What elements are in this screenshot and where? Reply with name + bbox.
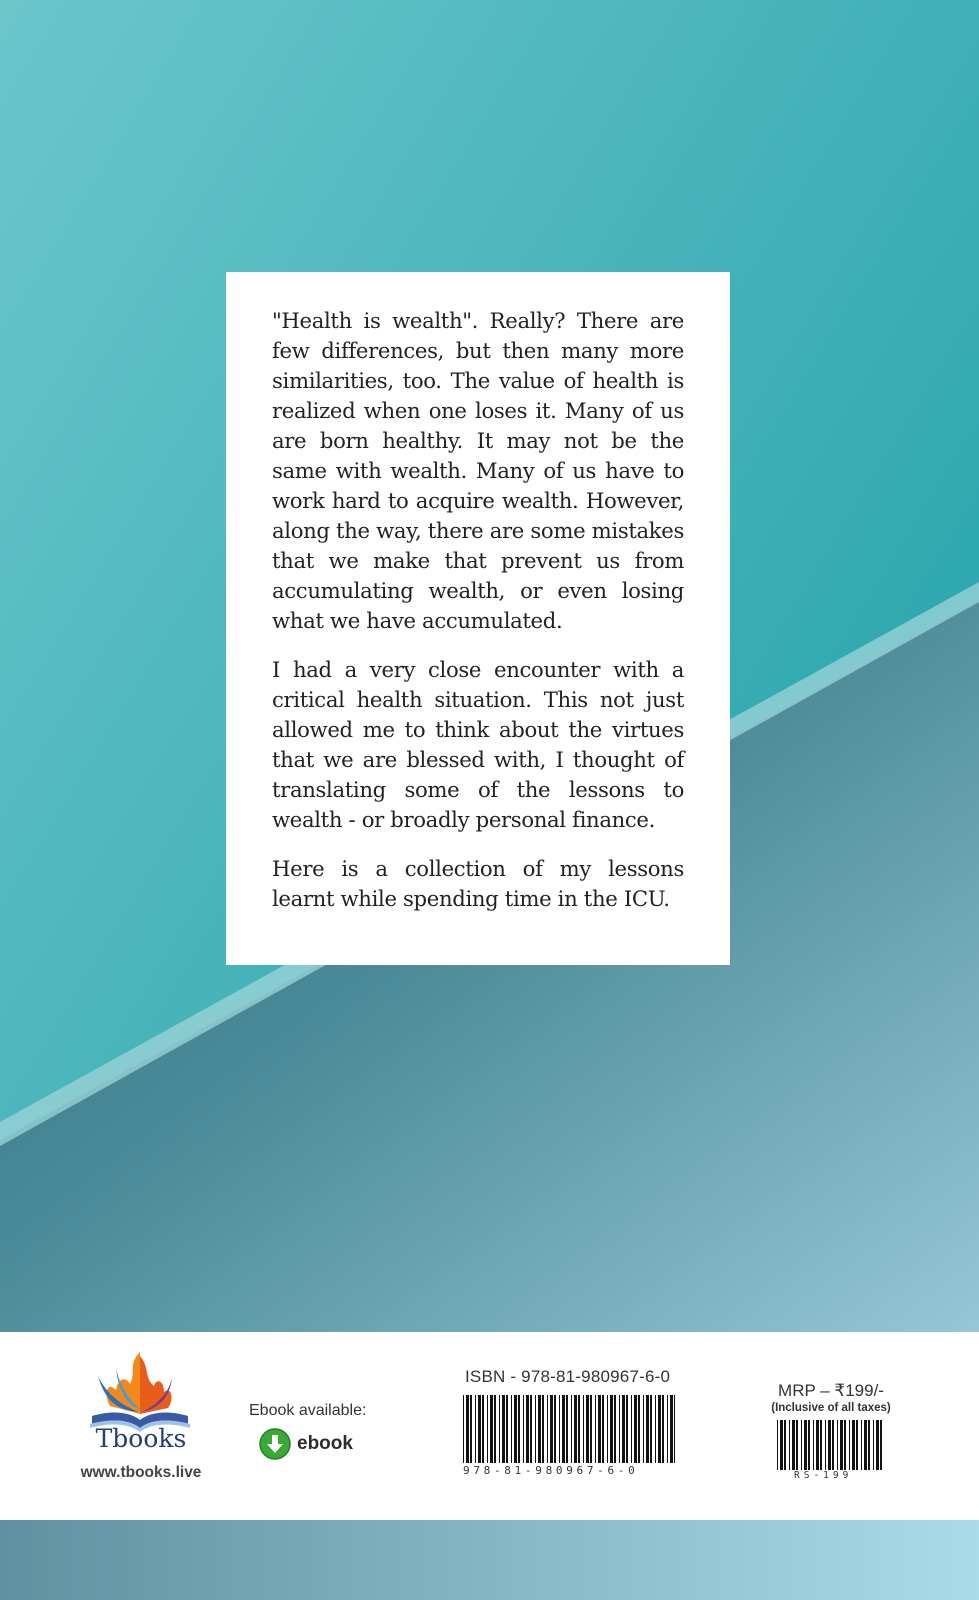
blurb-paragraph-2: I had a very close encounter with a critical health situation. This not just allowed me to think about the virtues that we are blessed with, I thought of translating some of the lessons to wealth - or broadly personal finance. [272,657,684,832]
ebook-available-label: Ebook available: [249,1402,367,1419]
price-barcode [777,1420,883,1470]
barcode-bar [550,1395,553,1463]
isbn-barcode-digits: 978-81-980967-6-0 [463,1464,639,1477]
barcode-bar [511,1395,512,1463]
barcode-bar [562,1395,565,1463]
barcode-bar [622,1395,625,1463]
barcode-bar [638,1395,640,1463]
barcode-bar [607,1395,608,1463]
barcode-bar [670,1395,673,1463]
barcode-bar [631,1395,632,1463]
barcode-bar [494,1395,496,1463]
barcode-bar [780,1420,783,1470]
barcode-bar [598,1395,601,1463]
barcode-bar [667,1395,668,1463]
barcode-bar [502,1395,505,1463]
barcode-bar [658,1395,661,1463]
barcode-bar [868,1420,870,1470]
barcode-bar [559,1395,560,1463]
barcode-bar [490,1395,493,1463]
barcode-bar [674,1395,675,1463]
barcode-bar [861,1420,862,1470]
barcode-bar [586,1395,589,1463]
barcode-bar [478,1395,481,1463]
barcode-bar [602,1395,604,1463]
barcode-bar [463,1395,464,1463]
barcode-bar [487,1395,488,1463]
barcode-bar [789,1420,790,1470]
barcode-bars [463,1395,675,1463]
mrp-tax-note: (Inclusive of all taxes) [771,1402,891,1414]
barcode-bar [828,1420,831,1470]
barcode-bar [816,1420,819,1470]
barcode-bars [777,1420,883,1470]
barcode-bar [852,1420,855,1470]
barcode-bar [470,1395,472,1463]
barcode-bar [583,1395,584,1463]
barcode-bar [813,1420,814,1470]
barcode-bar [634,1395,637,1463]
barcode-bar [844,1420,846,1470]
barcode-bar [571,1395,572,1463]
barcode-bar [796,1420,798,1470]
barcode-bar [475,1395,476,1463]
blurb-paragraph-1: "Health is wealth". Really? There are few differences, but then many more similarities, too. The value of health is realized when one loses it. Many of us are born healthy. It may not be the same with wealth. Many of us have to work hard to acquire wealth. However, along the way, there are some mistakes that we make that prevent us from accumulating wealth, or even losing what we have accumulated. [272,308,684,633]
download-arrow-icon [259,1428,291,1460]
barcode-bar [840,1420,843,1470]
barcode-bar [820,1420,822,1470]
barcode-bar [566,1395,568,1463]
blurb-box [226,272,730,965]
isbn-barcode [463,1395,675,1463]
barcode-bar [547,1395,548,1463]
barcode-bar [832,1420,834,1470]
publisher-website[interactable]: www.tbooks.live [80,1464,202,1481]
price-barcode-digits: RS-199 [794,1470,853,1481]
barcode-bar [578,1395,580,1463]
ebook-badge[interactable] [259,1427,353,1461]
barcode-bar [595,1395,596,1463]
barcode-bar [610,1395,613,1463]
barcode-bar [873,1420,874,1470]
barcode-bar [864,1420,867,1470]
barcode-bar [784,1420,786,1470]
barcode-bar [650,1395,652,1463]
barcode-bar [466,1395,469,1463]
blurb-paragraph-3: Here is a collection of my lessons learnt while spending time in the ICU. [272,856,684,911]
barcode-bar [662,1395,664,1463]
barcode-bar [643,1395,644,1463]
barcode-bar [626,1395,628,1463]
book-with-flame-logo-icon [76,1350,206,1475]
barcode-bar [499,1395,500,1463]
barcode-bar [880,1420,882,1470]
barcode-bar [801,1420,802,1470]
barcode-bar [554,1395,556,1463]
barcode-bar [856,1420,858,1470]
barcode-bar [804,1420,807,1470]
barcode-bar [506,1395,508,1463]
barcode-bar [777,1420,778,1470]
barcode-bar [574,1395,577,1463]
barcode-bar [530,1395,532,1463]
mrp-price: MRP – ₹199/- [778,1381,884,1400]
barcode-bar [535,1395,536,1463]
barcode-bar [514,1395,517,1463]
publisher-name: Tbooks [95,1424,187,1453]
barcode-bar [808,1420,810,1470]
barcode-bar [614,1395,616,1463]
barcode-bar [655,1395,656,1463]
barcode-bar [825,1420,826,1470]
barcode-bar [538,1395,541,1463]
barcode-bar [482,1395,484,1463]
barcode-bar [792,1420,795,1470]
barcode-bar [837,1420,838,1470]
barcode-bar [518,1395,520,1463]
barcode-bar [646,1395,649,1463]
barcode-bar [876,1420,879,1470]
barcode-bar [849,1420,850,1470]
isbn-label: ISBN - 978-81-980967-6-0 [465,1367,671,1386]
barcode-bar [619,1395,620,1463]
barcode-bar [526,1395,529,1463]
barcode-bar [523,1395,524,1463]
barcode-bar [590,1395,592,1463]
barcode-bar [542,1395,544,1463]
ebook-badge-text: ebook [297,1433,353,1454]
